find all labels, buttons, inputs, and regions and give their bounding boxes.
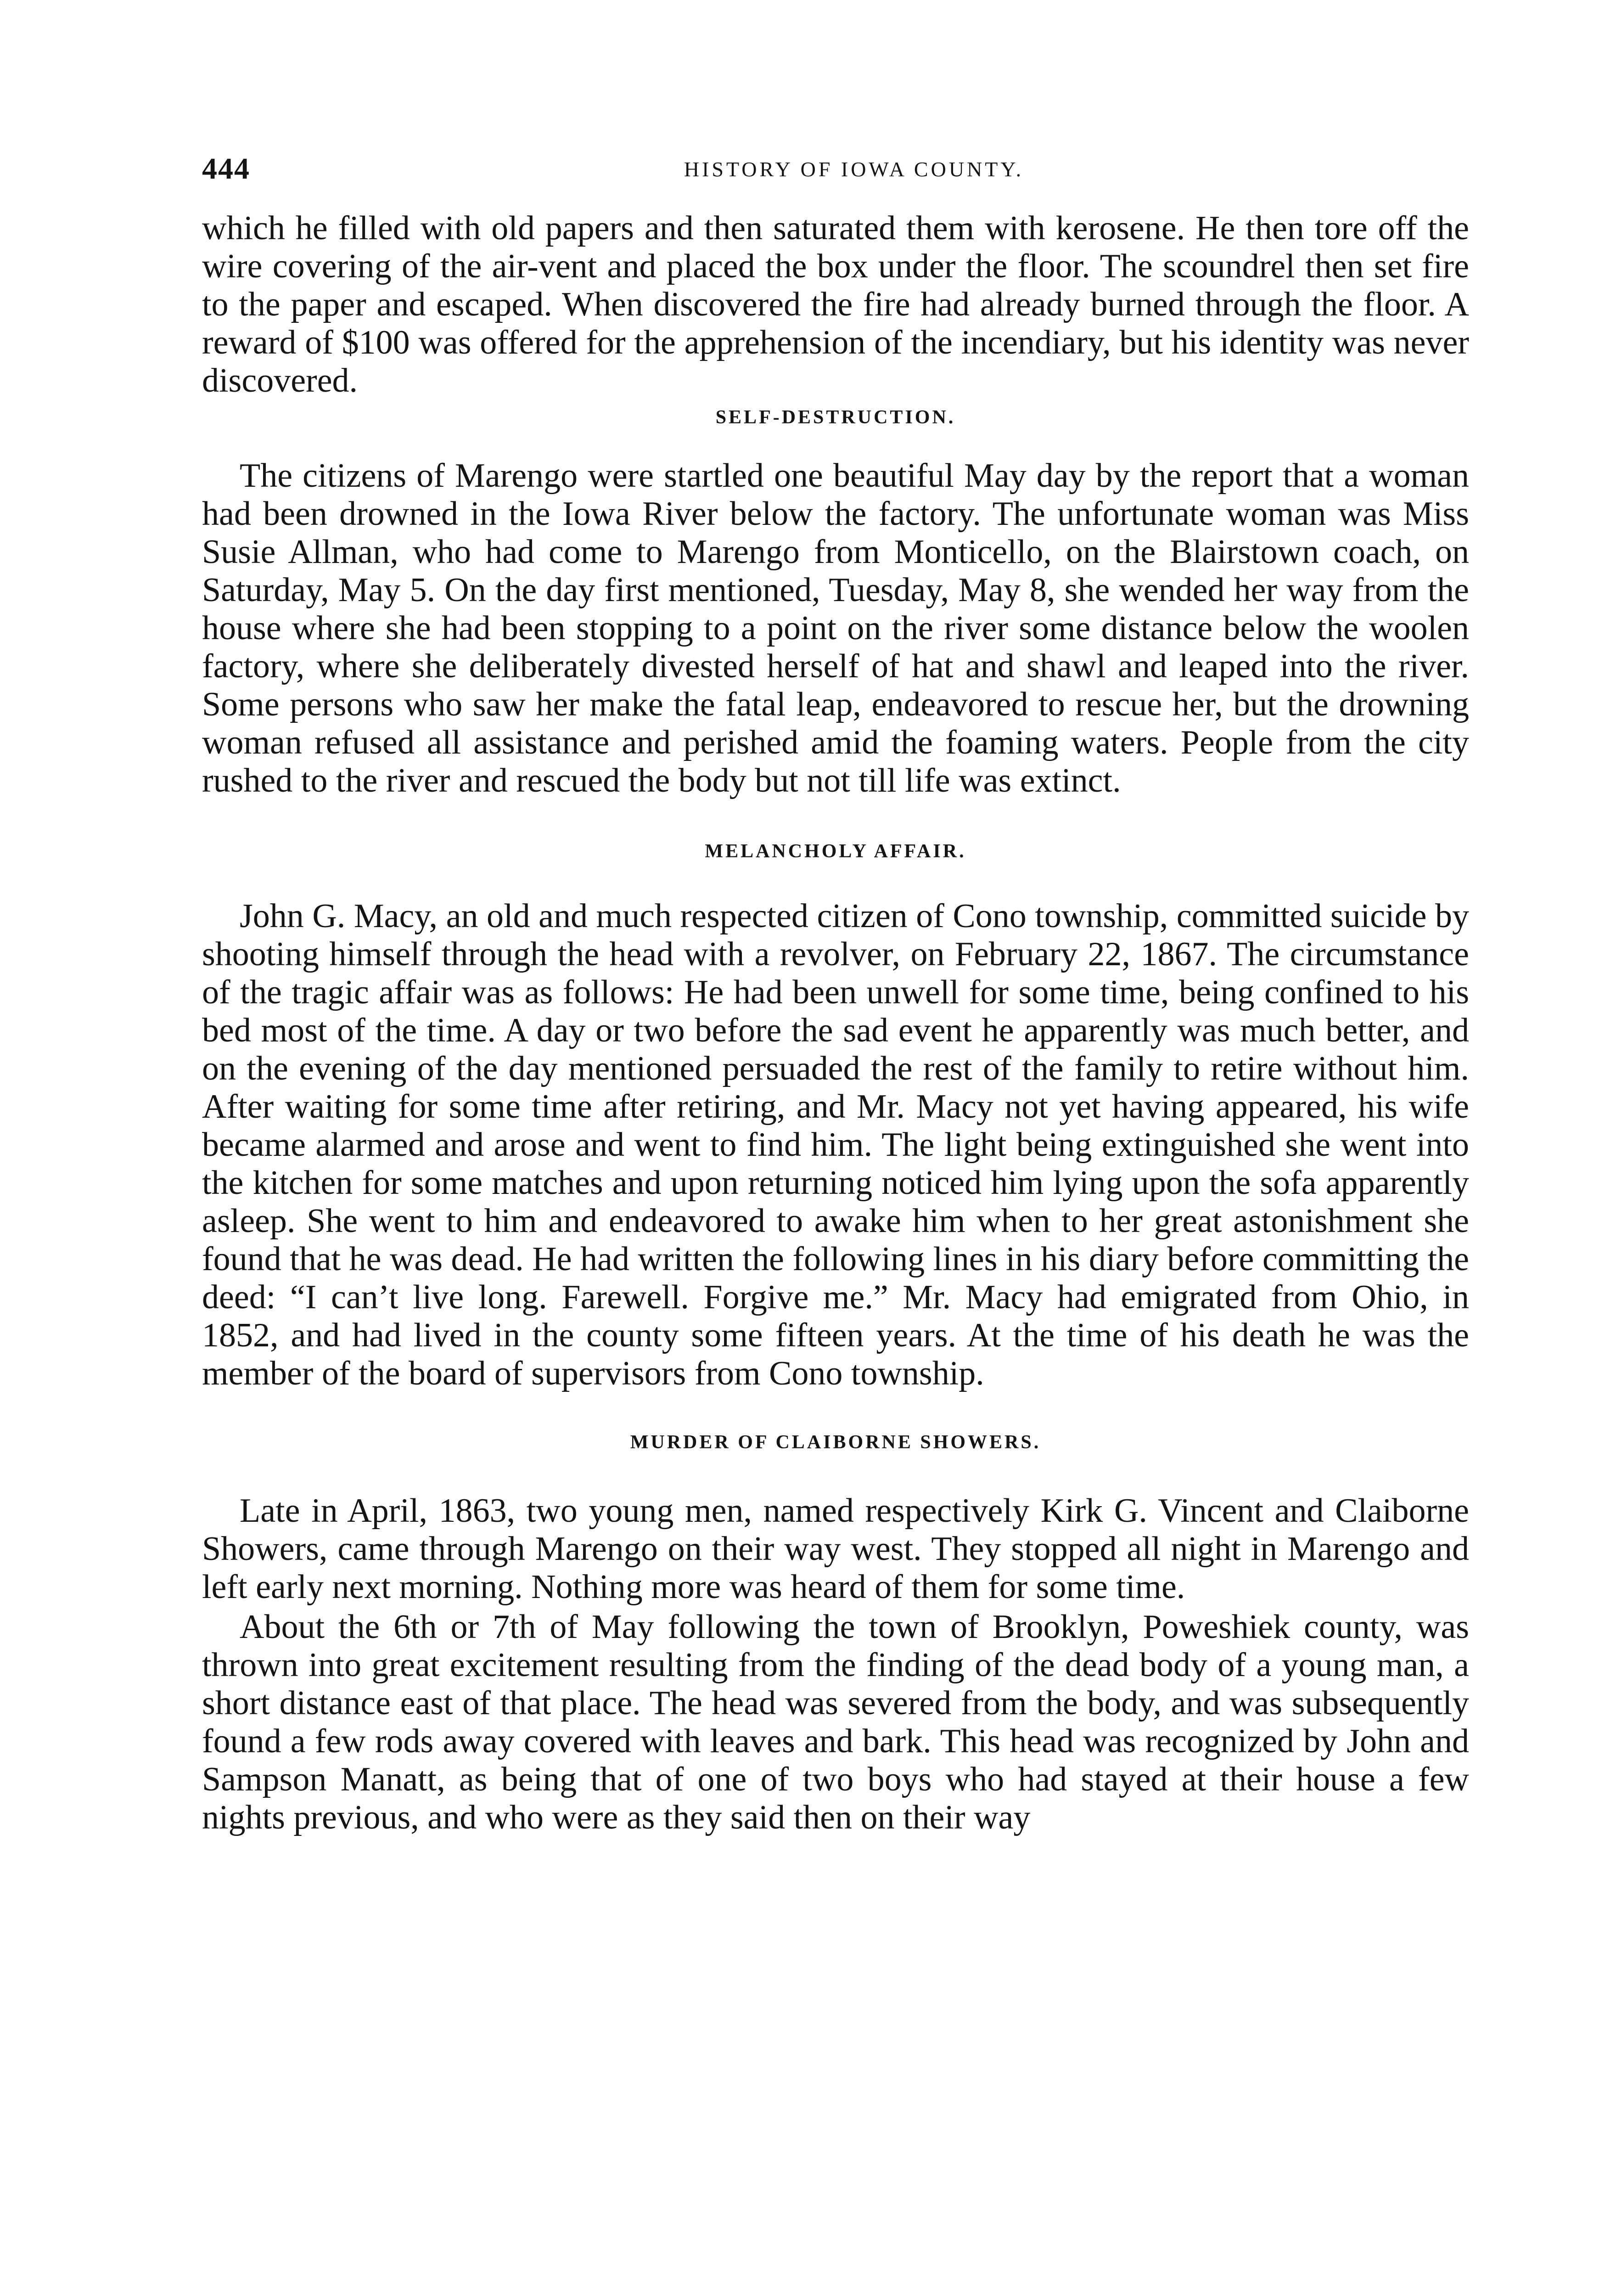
section-heading-self-destruction: SELF-DESTRUCTION. xyxy=(715,407,956,428)
intro-paragraph: which he filled with old papers and then saturated them with kerosene. He then tore off the wire covering of the air-vent and placed the box under the floor. The scoundrel then set fire to the paper and escaped. When discovered the fire had already burned through the floor. A reward of $100 was offered for the apprehension of the incendiary, but his identity was never discovered. xyxy=(202,209,1469,400)
murder-paragraph-1: Late in April, 1863, two young men, named respectively Kirk G. Vincent and Claiborne Showers, came through Marengo on their way west. They stopped all night in Marengo and left early next morning. Nothing more was heard of them for some time. xyxy=(202,1492,1469,1606)
section-heading-murder: MURDER OF CLAIBORNE SHOWERS. xyxy=(630,1432,1041,1453)
book-page xyxy=(202,152,1469,1837)
running-title: HISTORY OF IOWA COUNTY. xyxy=(684,158,1024,181)
section-heading-melancholy-affair: MELANCHOLY AFFAIR. xyxy=(705,841,966,862)
melancholy-affair-paragraph: John G. Macy, an old and much respected citizen of Cono township, committed suicide by shooting himself through the head with a revolver, on February 22, 1867. The circumstance of the tragic affair was as follows: He had been unwell for some time, being confined to his bed most of the time. A day or two before the sad event he apparently was much better, and on the evening of the day mentioned persuaded the rest of the family to retire without him. After waiting for some time after retiring, and Mr. Macy not yet having appeared, his wife became alarmed and arose and went to find him. The light being extinguished she went into the kitchen for some matches and upon returning noticed him lying upon the sofa apparently asleep. She went to him and endeavored to awake him when to her great astonishment she found that he was dead. He had written the following lines in his diary before committing the deed: “I can’t live long. Farewell. Forgive me.” Mr. Macy had emigrated from Ohio, in 1852, and had lived in the county some fifteen years. At the time of his death he was the member of the board of supervisors from Cono township. xyxy=(202,897,1469,1392)
murder-paragraph-2: About the 6th or 7th of May following the town of Brooklyn, Poweshiek county, was thrown into great excitement resulting from the finding of the dead body of a young man, a short distance east of that place. The head was severed from the body, and was subsequently found a few rods away covered with leaves and bark. This head was recognized by John and Sampson Manatt, as being that of one of two boys who had stayed at their house a few nights previous, and who were as they said then on their way xyxy=(202,1608,1469,1836)
running-head xyxy=(202,152,1469,193)
page-number: 444 xyxy=(202,152,250,186)
self-destruction-paragraph: The citizens of Marengo were startled one beautiful May day by the report that a woman had been drowned in the Iowa River below the factory. The unfortunate woman was Miss Susie Allman, who had come to Marengo from Monticello, on the Blairstown coach, on Saturday, May 5. On the day first mentioned, Tuesday, May 8, she wended her way from the house where she had been stopping to a point on the river some distance below the woolen factory, where she deliberately divested herself of hat and shawl and leaped into the river. Some persons who saw her make the fatal leap, endeavored to rescue her, but the drowning woman refused all assistance and perished amid the foaming waters. People from the city rushed to the river and rescued the body but not till life was extinct. xyxy=(202,457,1469,799)
